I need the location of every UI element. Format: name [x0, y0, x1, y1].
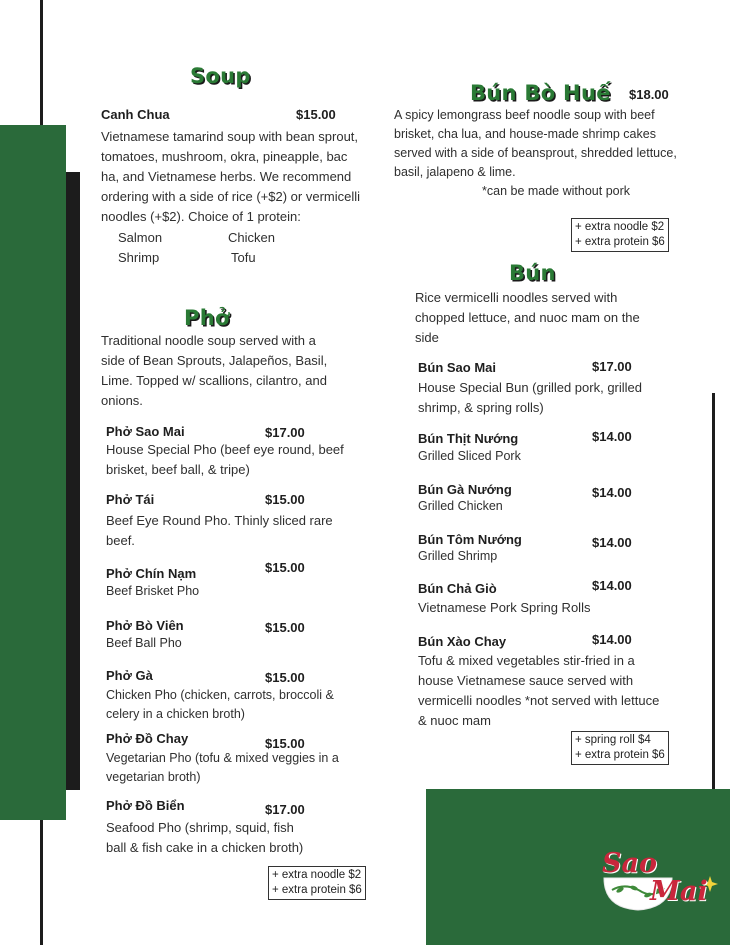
menu-item-name: Phở Tái — [106, 492, 155, 507]
menu-item-description: Beef Eye Round Pho. Thinly sliced rare beef. — [106, 513, 333, 548]
menu-item-description: Tofu & mixed vegetables stir-fried in a house Vietnamese sauce served with vermicelli noodles *not served with lettuce & nuoc mam — [418, 653, 660, 728]
logo-word-mai: Mai — [650, 876, 708, 907]
soup-heading: Soup — [190, 64, 251, 88]
menu-item-price: $14.00 — [592, 632, 632, 647]
bun-bo-hue-price: $18.00 — [629, 87, 669, 102]
left-green-panel — [0, 125, 66, 820]
menu-item-price: $17.00 — [265, 802, 305, 817]
menu-item-price: $14.00 — [592, 578, 632, 593]
pho-intro: Traditional noodle soup served with a side of Bean Sprouts, Jalapeños, Basil, Lime. Topped w/ scallions, cilantro, and onions. — [101, 333, 328, 408]
left-black-panel — [66, 172, 80, 790]
menu-item-description: Beef Ball Pho — [106, 636, 182, 650]
menu-item-description: House Special Pho (beef eye round, beef brisket, beef ball, & tripe) — [106, 442, 344, 477]
bun-bo-hue-description: A spicy lemongrass beef noodle soup with beef brisket, cha lua, and house-made shrimp cakes served with a side of beansprout, shredded lettuce, basil, jalapeno & lime. — [394, 108, 677, 179]
menu-item-price: $15.00 — [265, 620, 305, 635]
bun-intro: Rice vermicelli noodles served with chopped lettuce, and nuoc mam on the side — [415, 290, 640, 345]
menu-item-price: $17.00 — [265, 425, 305, 440]
menu-item-price: $15.00 — [265, 670, 305, 685]
menu-item-price: $14.00 — [592, 535, 632, 550]
menu-item-name: Phở Đồ Chay — [106, 731, 189, 746]
pho-heading: Phở — [184, 306, 230, 330]
menu-item-name: Bún Chả Giò — [418, 581, 497, 596]
menu-item-name: Phở Bò Viên — [106, 618, 184, 633]
logo-word-sao: Sao — [602, 848, 658, 879]
menu-item-name: Bún Gà Nướng — [418, 482, 512, 497]
pho-extras-box: + extra noodle $2 + extra protein $6 — [268, 866, 366, 900]
protein-option: Tofu — [231, 250, 256, 265]
menu-item-name: Bún Sao Mai — [418, 360, 497, 375]
bun-extras-box: + spring roll $4 + extra protein $6 — [571, 731, 669, 765]
protein-option: Salmon — [118, 230, 163, 245]
menu-item-name: Bún Xào Chay — [418, 634, 507, 649]
bun-heading: Bún — [509, 261, 556, 285]
protein-option: Shrimp — [118, 250, 160, 265]
right-vertical-rule — [712, 393, 715, 793]
menu-item-description: Grilled Sliced Pork — [418, 449, 521, 463]
menu-item-price: $15.00 — [265, 736, 305, 751]
menu-item-name: Phở Sao Mai — [106, 424, 185, 439]
menu-item-name: Bún Thịt Nướng — [418, 431, 519, 446]
menu-item-price: $15.00 — [265, 492, 305, 507]
canh-chua-description: Vietnamese tamarind soup with bean sprout, tomatoes, mushroom, okra, pineapple, bac ha, and Vietnamese herbs. We recommend ordering with a side of rice (+$2) or vermicelli noodles (+$2). Choice of 1 protein: — [101, 129, 361, 224]
menu-item-description: Vietnamese Pork Spring Rolls — [418, 600, 591, 615]
menu-item-description: House Special Bun (grilled pork, grilled shrimp, & spring rolls) — [418, 380, 643, 415]
menu-item-description: Beef Brisket Pho — [106, 584, 200, 598]
menu-item-description: Vegetarian Pho (tofu & mixed veggies in a vegetarian broth) — [106, 751, 339, 784]
canh-chua-price: $15.00 — [296, 107, 336, 122]
menu-item-name: Bún Tôm Nướng — [418, 532, 522, 547]
menu-item-price: $17.00 — [592, 359, 632, 374]
protein-option: Chicken — [228, 230, 275, 245]
menu-item-name: Phở Chín Nạm — [106, 566, 197, 581]
menu-item-name: Phở Gà — [106, 668, 153, 683]
bun-bo-hue-extras-box: + extra noodle $2 + extra protein $6 — [571, 218, 669, 252]
bun-bo-hue-heading: Bún Bò Huế — [470, 81, 611, 105]
menu-item-description: Grilled Chicken — [418, 499, 503, 513]
menu-item-name: Phở Đồ Biển — [106, 798, 185, 813]
menu-item-description: Chicken Pho (chicken, carrots, broccoli & celery in a chicken broth) — [106, 688, 334, 721]
menu-item-description: Seafood Pho (shrimp, squid, fish ball & fish cake in a chicken broth) — [106, 820, 304, 855]
canh-chua-name: Canh Chua — [101, 107, 170, 122]
menu-item-price: $15.00 — [265, 560, 305, 575]
bun-bo-hue-note: *can be made without pork — [482, 184, 631, 198]
sao-mai-logo — [598, 846, 722, 916]
menu-item-description: Grilled Shrimp — [418, 549, 498, 563]
menu-item-price: $14.00 — [592, 485, 632, 500]
menu-item-price: $14.00 — [592, 429, 632, 444]
